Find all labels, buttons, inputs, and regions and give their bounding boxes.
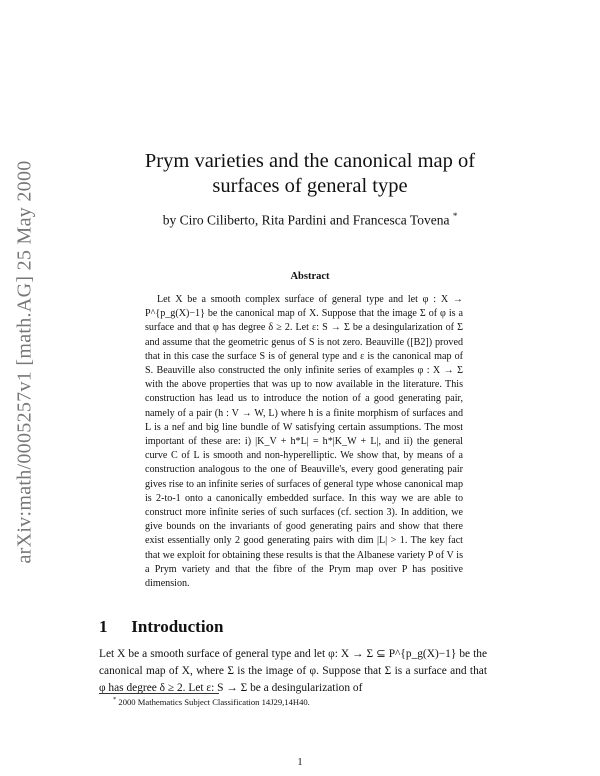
footnote-rule [99, 693, 219, 694]
section-number: 1 [99, 617, 108, 636]
footnote-text: 2000 Mathematics Subject Classification 14J29,14H40. [118, 696, 310, 707]
footnote-mark: * [113, 696, 117, 703]
page-number: 1 [297, 757, 303, 768]
abstract-heading: Abstract [290, 271, 330, 282]
introduction-body [99, 646, 487, 697]
authors-text: by Ciro Ciliberto, Rita Pardini and Francesca Tovena [162, 212, 450, 228]
abstract-body [145, 293, 463, 591]
arxiv-identifier-text: arXiv:math/0005257v1 [math.AG] 25 May 2000 [13, 160, 36, 564]
arxiv-identifier [12, 152, 38, 572]
abstract-paragraph: Let X be a smooth complex surface of general type and let φ : X → P^{p_g(X)−1} be the canonical map of X. Suppose that the image Σ of φ is a surface and that φ has degree δ ≥ 2. Let ε: S → Σ be a desingularization of Σ and assume that the geometric genus of S is not zero. Beauville ([B2]) proved that in this case the surface S is of general type and ε is the canonical map of S. Beauville also constructed the only infinite series of examples φ : X → Σ with the above properties that was up to now available in the literature. This construction has lead us to introduce the notion of a good generating pair, namely of a pair (h : V → W, L) where h is a finite morphism of surfaces and L is a nef and big line bundle of W satisfying certain assumptions. The most important of these are: i) |K_V + h*L| = h*|K_W + L|, and ii) the general curve C of L is smooth and non-hyperelliptic. We show that, by means of a construction analogous to the one of Beauville's, every good generating pair gives rise to an infinite series of surfaces of general type whose canonical map is 2-to-1 onto a canonically embedded surface. In this way we are able to construct more infinite series of such surfaces (cf. section 3). In addition, we give bounds on the invariants of good generating pairs and show that there exist essentially only 2 good generating pairs with dim |L| > 1. The key fact that we exploit for obtaining these results is that the Albanese variety P of V is a Prym variety and that the fibre of the Prym map over P has positive dimension. [145, 294, 463, 590]
footnote [113, 696, 310, 707]
authors-footnote-mark: * [452, 211, 458, 221]
paper-title-line-1: Prym varieties and the canonical map of [144, 150, 476, 172]
section-title: Introduction [131, 617, 224, 636]
section-heading [99, 617, 224, 637]
author-line [90, 211, 530, 229]
introduction-paragraph: Let X be a smooth surface of general type and let φ: X → Σ ⊆ P^{p_g(X)−1} be the canonical map of X, where Σ is the image of φ. Suppose that Σ is a surface and that φ has degree δ ≥ 2. Let ε: S → Σ be a desingularization of [99, 648, 487, 694]
paper-title-line-2: surfaces of general type [212, 175, 408, 197]
